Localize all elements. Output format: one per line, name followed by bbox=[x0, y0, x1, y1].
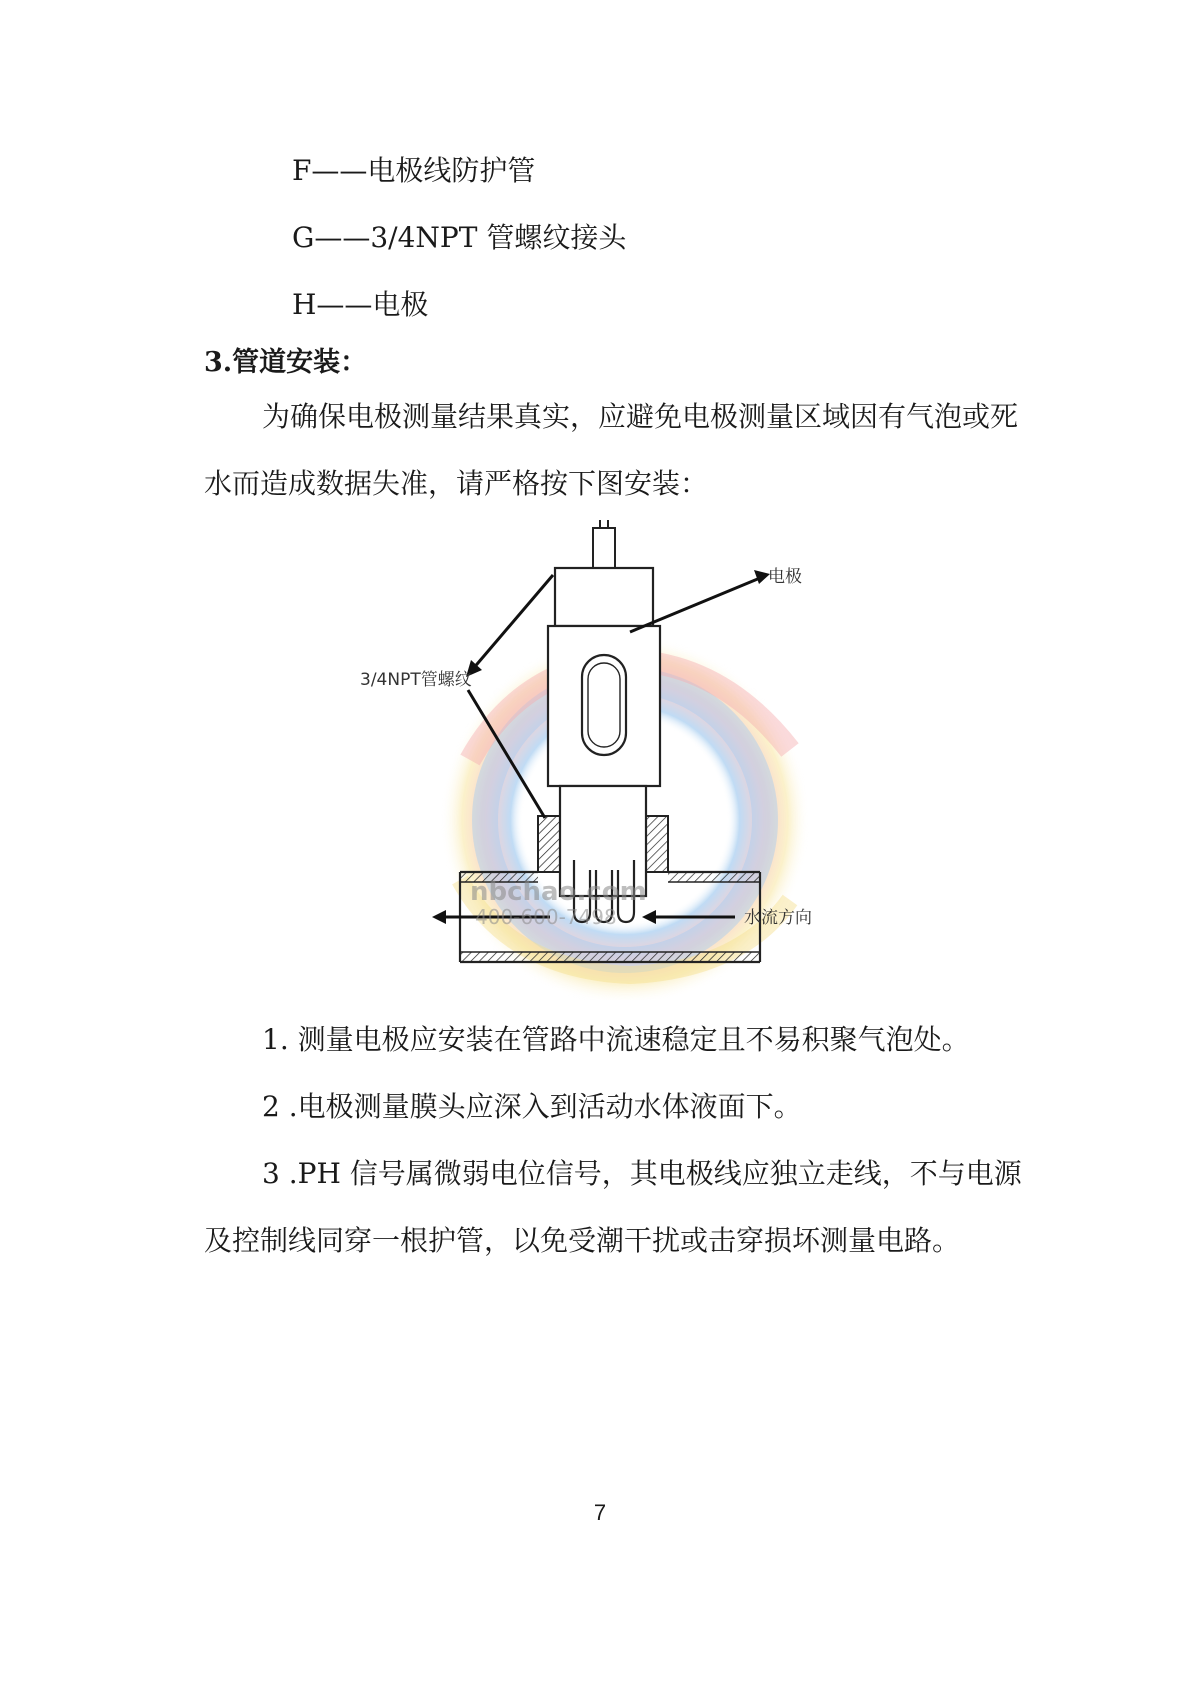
legend-item-f: F——电极线防护管 bbox=[292, 154, 536, 187]
intro-line-2: 水而造成数据失准，请严格按下图安装： bbox=[204, 467, 709, 500]
electrode-cap bbox=[555, 568, 653, 626]
legend-item-g: G——3/4NPT 管螺纹接头 bbox=[292, 221, 627, 254]
watermark-phone: 400-600-7498 bbox=[475, 905, 617, 929]
label-flow-direction: 水流方向 bbox=[744, 908, 812, 928]
electrode-body bbox=[548, 626, 660, 786]
note-item-3-line-2: 及控制线同穿一根护管，以免受潮干扰或击穿损坏测量电路。 bbox=[204, 1224, 961, 1257]
electrode-cable bbox=[593, 520, 615, 568]
legend-item-h: H——电极 bbox=[292, 288, 429, 321]
watermark-site: nbchao.com bbox=[470, 877, 647, 907]
page-number: 7 bbox=[593, 1500, 607, 1525]
intro-line-1: 为确保电极测量结果真实，应避免电极测量区域因有气泡或死 bbox=[262, 400, 1019, 433]
note-item-2: 2 .电极测量膜头应深入到活动水体液面下。 bbox=[262, 1090, 802, 1123]
note-item-1: 1. 测量电极应安装在管路中流速稳定且不易积聚气泡处。 bbox=[262, 1023, 970, 1056]
section-heading: 3.管道安装： bbox=[204, 347, 368, 378]
label-npt-thread: 3/4NPT管螺纹 bbox=[360, 670, 472, 690]
label-electrode: 电极 bbox=[768, 567, 802, 587]
note-item-3-line-1: 3 .PH 信号属微弱电位信号，其电极线应独立走线，不与电源 bbox=[262, 1157, 1022, 1190]
pipe-installation-diagram bbox=[360, 520, 920, 1000]
